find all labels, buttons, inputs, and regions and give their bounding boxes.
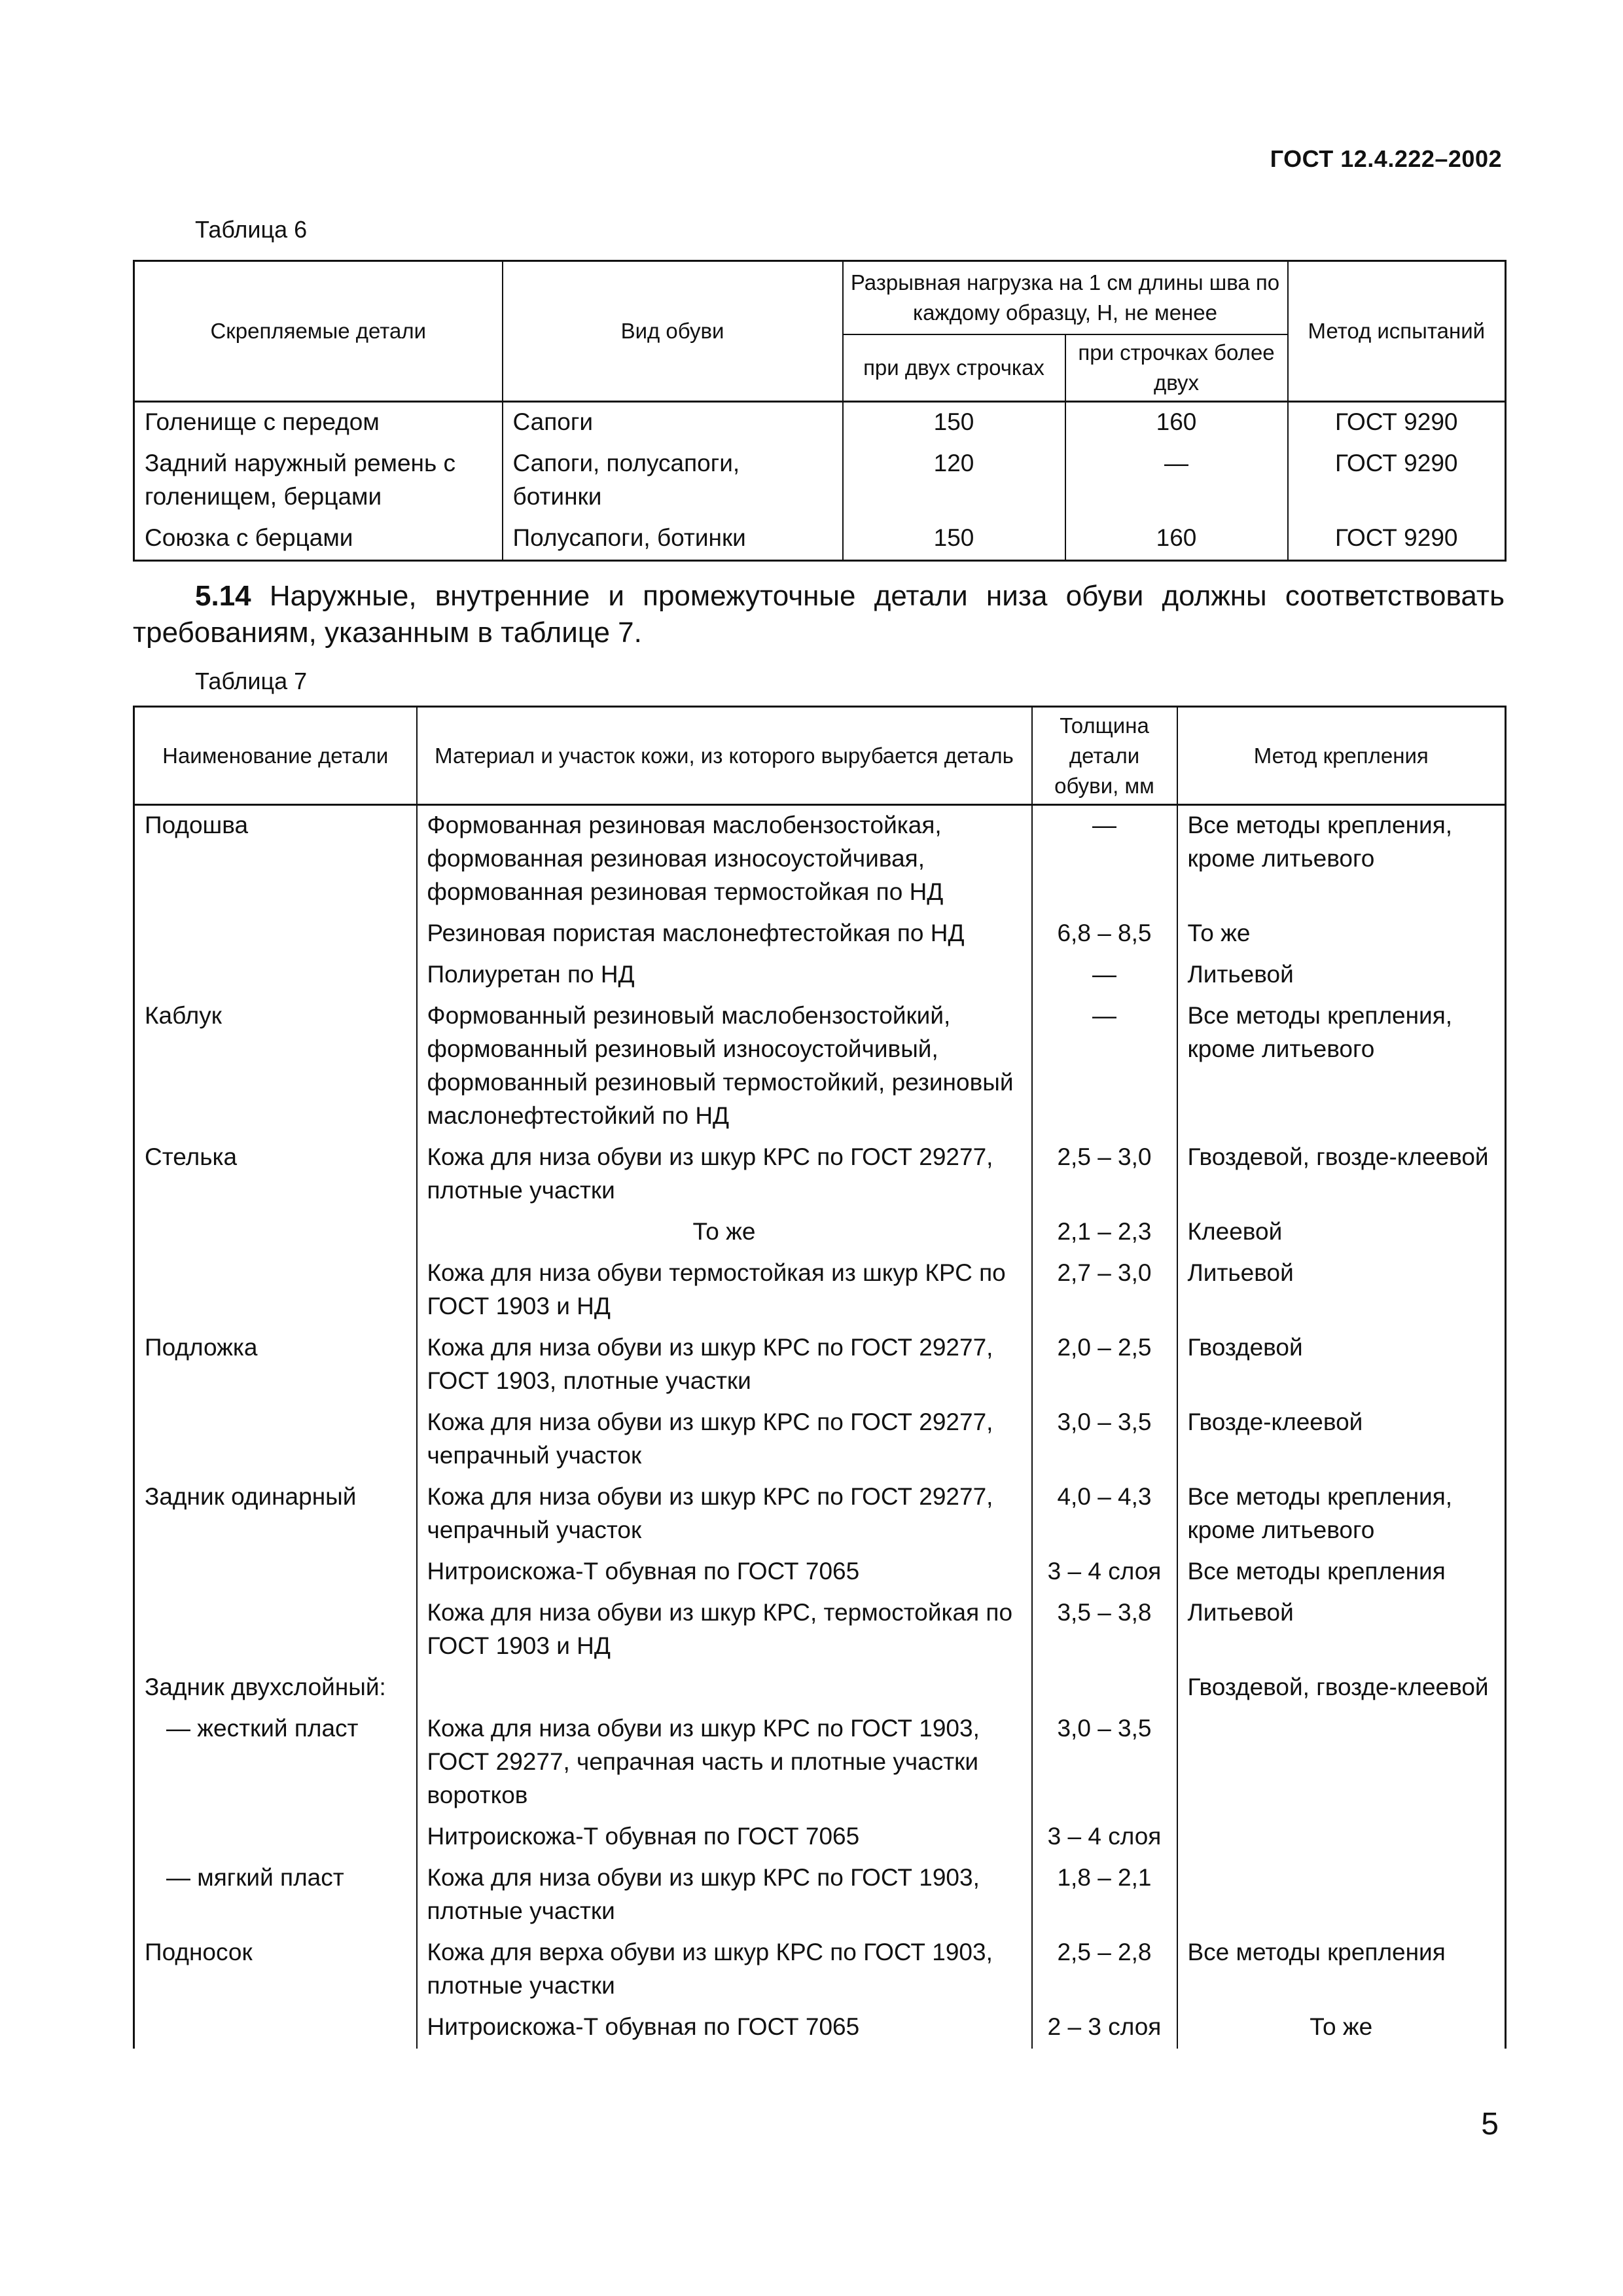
- table7-material-cell: Кожа для низа обуви из шкур КРС по ГОСТ 29277, чепрачный участок: [417, 1403, 1032, 1477]
- table7-fastening-cell: То же: [1177, 2007, 1506, 2049]
- table7-thickness-cell: —: [1032, 996, 1177, 1138]
- table-6: [133, 260, 1507, 562]
- table7-part-cell: — жесткий пласт: [134, 1709, 417, 1817]
- table7-material-cell: Нитроискожа-Т обувная по ГОСТ 7065: [417, 1552, 1032, 1593]
- table7-fastening-cell: Гвоздевой, гвозде-клеевой: [1177, 1138, 1506, 1212]
- table7-fastening-cell: Гвозде-клеевой: [1177, 1403, 1506, 1477]
- table7-thickness-cell: [1032, 1668, 1177, 1709]
- paragraph-5-14: [133, 578, 1505, 651]
- table-row: [134, 518, 1506, 561]
- table7-fastening-cell: Литьевой: [1177, 1593, 1506, 1668]
- table7-part-cell: [134, 1212, 417, 1253]
- table6-test-method-cell: ГОСТ 9290: [1288, 401, 1506, 444]
- table7-fastening-cell: Литьевой: [1177, 955, 1506, 996]
- table6-header-more-stitches: при строчках более двух: [1065, 334, 1288, 402]
- table7-part-cell: [134, 1403, 417, 1477]
- table7-fastening-cell: Все методы крепления, кроме литьевого: [1177, 996, 1506, 1138]
- table6-part-cell: Задний наружный ремень с голенищем, берцами: [134, 444, 503, 518]
- table6-header-shoe-type: Вид обуви: [503, 261, 843, 402]
- page-number: 5: [1481, 2107, 1499, 2142]
- table7-caption: Таблица 7: [195, 668, 308, 694]
- table-7: [133, 706, 1507, 2049]
- table7-material-cell: Кожа для низа обуви из шкур КРС по ГОСТ 29277, чепрачный участок: [417, 1477, 1032, 1552]
- paragraph-text: Наружные, внутренние и промежуточные детали низа обуви должны соответствовать требованиям, указанным в таблице 7.: [133, 580, 1505, 649]
- table6-more-stitches-value: 160: [1065, 401, 1288, 444]
- table7-thickness-cell: 4,0 – 4,3: [1032, 1477, 1177, 1552]
- table7-part-cell: — мягкий пласт: [134, 1858, 417, 1933]
- table7-thickness-cell: 2,1 – 2,3: [1032, 1212, 1177, 1253]
- table-row: [134, 1403, 1506, 1477]
- table7-thickness-cell: 3,0 – 3,5: [1032, 1709, 1177, 1817]
- table-row: [134, 1138, 1506, 1212]
- table-row: [134, 1212, 1506, 1253]
- table7-thickness-cell: 1,8 – 2,1: [1032, 1858, 1177, 1933]
- table7-header-material: Материал и участок кожи, из которого вырубается деталь: [417, 707, 1032, 805]
- table7-fastening-cell: Литьевой: [1177, 1253, 1506, 1328]
- table7-material-cell: Формованная резиновая маслобензостойкая, формованная резиновая износоустойчивая, формованная резиновая термостойкая по НД: [417, 805, 1032, 914]
- table7-fastening-cell: Все методы крепления: [1177, 1552, 1506, 1593]
- table-row: [134, 1858, 1506, 1933]
- table7-thickness-cell: 3 – 4 слоя: [1032, 1552, 1177, 1593]
- table-row: [134, 1817, 1506, 1858]
- table7-thickness-cell: —: [1032, 955, 1177, 996]
- table7-fastening-cell: [1177, 1709, 1506, 1817]
- paragraph-number: 5.14: [195, 580, 251, 612]
- table6-two-stitches-value: 150: [843, 401, 1065, 444]
- document-code: ГОСТ 12.4.222–2002: [1270, 145, 1502, 172]
- table-row: [134, 955, 1506, 996]
- table7-part-cell: [134, 1593, 417, 1668]
- table-row: [134, 444, 1506, 518]
- table7-thickness-cell: 2,5 – 3,0: [1032, 1138, 1177, 1212]
- table7-material-cell: [417, 1668, 1032, 1709]
- table7-part-cell: Стелька: [134, 1138, 417, 1212]
- table7-part-cell: [134, 1817, 417, 1858]
- table7-part-cell: Подошва: [134, 805, 417, 914]
- table6-shoe-type-cell: Сапоги, полусапоги, ботинки: [503, 444, 843, 518]
- table7-part-cell: [134, 955, 417, 996]
- table7-material-cell: Кожа для низа обуви из шкур КРС по ГОСТ 29277, ГОСТ 1903, плотные участки: [417, 1328, 1032, 1403]
- table6-header-parts: Скрепляемые детали: [134, 261, 503, 402]
- table7-material-cell: Кожа для низа обуви из шкур КРС по ГОСТ 1903, плотные участки: [417, 1858, 1032, 1933]
- table7-fastening-cell: [1177, 1817, 1506, 1858]
- table7-material-cell: Полиуретан по НД: [417, 955, 1032, 996]
- table7-part-cell: [134, 1253, 417, 1328]
- table7-header-part-name: Наименование детали: [134, 707, 417, 805]
- table7-thickness-cell: 3,0 – 3,5: [1032, 1403, 1177, 1477]
- table-row: [134, 1477, 1506, 1552]
- table7-fastening-cell: Гвоздевой, гвозде-клеевой: [1177, 1668, 1506, 1709]
- table-row: [134, 914, 1506, 955]
- table7-fastening-cell: Все методы крепления: [1177, 1933, 1506, 2007]
- table7-material-cell: Кожа для низа обуви из шкур КРС по ГОСТ 1903, ГОСТ 29277, чепрачная часть и плотные участки воротков: [417, 1709, 1032, 1817]
- table7-part-cell: [134, 914, 417, 955]
- table6-more-stitches-value: 160: [1065, 518, 1288, 561]
- table6-header-test-method: Метод испытаний: [1288, 261, 1506, 402]
- table-row: [134, 1709, 1506, 1817]
- table6-part-cell: Союзка с берцами: [134, 518, 503, 561]
- table6-shoe-type-cell: Полусапоги, ботинки: [503, 518, 843, 561]
- table7-material-cell: Формованный резиновый маслобензостойкий, формованный резиновый износоустойчивый, формованный резиновый термостойкий, резиновый маслонефтестойкий по НД: [417, 996, 1032, 1138]
- table7-thickness-cell: 2,7 – 3,0: [1032, 1253, 1177, 1328]
- table6-caption: Таблица 6: [195, 216, 308, 243]
- table7-fastening-cell: [1177, 1858, 1506, 1933]
- table6-test-method-cell: ГОСТ 9290: [1288, 444, 1506, 518]
- table6-more-stitches-value: —: [1065, 444, 1288, 518]
- table6-two-stitches-value: 150: [843, 518, 1065, 561]
- table6-header-breaking-load: Разрывная нагрузка на 1 см длины шва по каждому образцу, Н, не менее: [843, 261, 1288, 334]
- table7-material-cell: Кожа для верха обуви из шкур КРС по ГОСТ 1903, плотные участки: [417, 1933, 1032, 2007]
- table7-part-cell: Подносок: [134, 1933, 417, 2007]
- table7-part-cell: [134, 2007, 417, 2049]
- table-row: [134, 1668, 1506, 1709]
- table6-test-method-cell: ГОСТ 9290: [1288, 518, 1506, 561]
- table6-header-two-stitches: при двух строчках: [843, 334, 1065, 402]
- table-row: [134, 2007, 1506, 2049]
- table-row: [134, 1552, 1506, 1593]
- table7-material-cell: Кожа для низа обуви из шкур КРС, термостойкая по ГОСТ 1903 и НД: [417, 1593, 1032, 1668]
- table7-part-cell: Каблук: [134, 996, 417, 1138]
- table7-thickness-cell: 2,0 – 2,5: [1032, 1328, 1177, 1403]
- table7-fastening-cell: Гвоздевой: [1177, 1328, 1506, 1403]
- table7-thickness-cell: 3,5 – 3,8: [1032, 1593, 1177, 1668]
- table7-fastening-cell: Все методы крепления, кроме литьевого: [1177, 1477, 1506, 1552]
- table7-thickness-cell: 2 – 3 слоя: [1032, 2007, 1177, 2049]
- table7-material-cell: Кожа для низа обуви термостойкая из шкур КРС по ГОСТ 1903 и НД: [417, 1253, 1032, 1328]
- table7-fastening-cell: Все методы крепления, кроме литьевого: [1177, 805, 1506, 914]
- table6-shoe-type-cell: Сапоги: [503, 401, 843, 444]
- table-row: [134, 1253, 1506, 1328]
- table7-material-cell: Нитроискожа-Т обувная по ГОСТ 7065: [417, 1817, 1032, 1858]
- table-row: [134, 401, 1506, 444]
- table6-part-cell: Голенище с передом: [134, 401, 503, 444]
- table7-thickness-cell: 2,5 – 2,8: [1032, 1933, 1177, 2007]
- table-row: [134, 805, 1506, 914]
- table7-material-cell: Кожа для низа обуви из шкур КРС по ГОСТ 29277, плотные участки: [417, 1138, 1032, 1212]
- table-row: [134, 1593, 1506, 1668]
- table7-header-fastening: Метод крепления: [1177, 707, 1506, 805]
- table7-header-thickness: Толщина детали обуви, мм: [1032, 707, 1177, 805]
- table7-part-cell: [134, 1552, 417, 1593]
- table7-material-cell: Нитроискожа-Т обувная по ГОСТ 7065: [417, 2007, 1032, 2049]
- table7-material-cell: То же: [417, 1212, 1032, 1253]
- table-row: [134, 996, 1506, 1138]
- table7-thickness-cell: 6,8 – 8,5: [1032, 914, 1177, 955]
- table7-thickness-cell: —: [1032, 805, 1177, 914]
- table7-part-cell: Подложка: [134, 1328, 417, 1403]
- table7-part-cell: Задник двухслойный:: [134, 1668, 417, 1709]
- table7-fastening-cell: То же: [1177, 914, 1506, 955]
- table6-two-stitches-value: 120: [843, 444, 1065, 518]
- table7-part-cell: Задник одинарный: [134, 1477, 417, 1552]
- table7-fastening-cell: Клеевой: [1177, 1212, 1506, 1253]
- table-row: [134, 1933, 1506, 2007]
- table-row: [134, 1328, 1506, 1403]
- table7-material-cell: Резиновая пористая маслонефтестойкая по НД: [417, 914, 1032, 955]
- table7-thickness-cell: 3 – 4 слоя: [1032, 1817, 1177, 1858]
